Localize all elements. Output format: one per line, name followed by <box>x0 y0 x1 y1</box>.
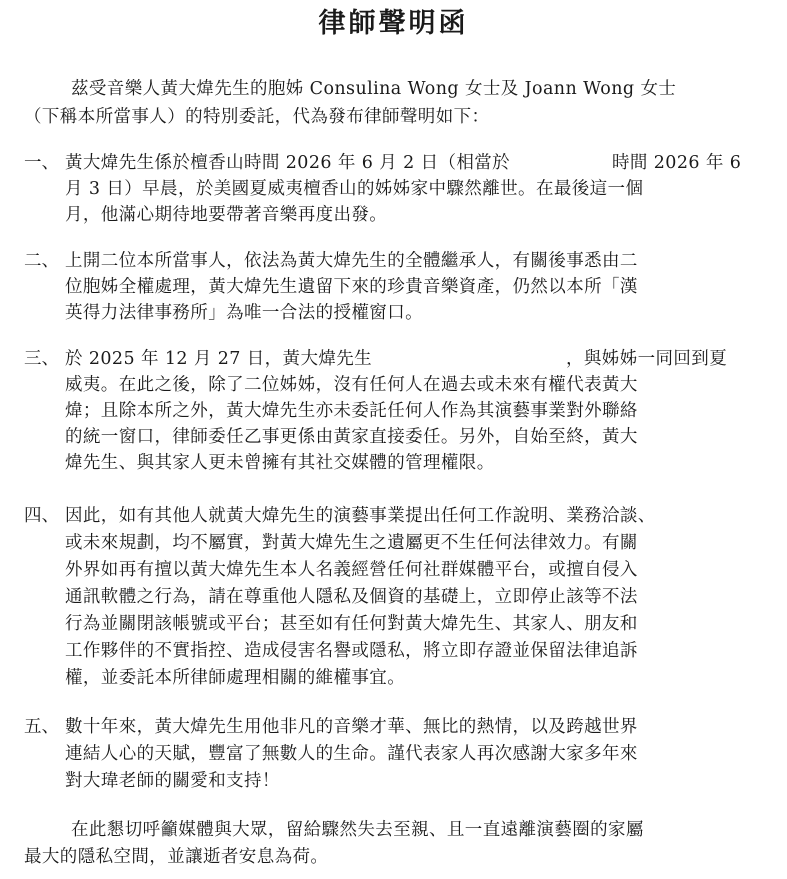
section-3-line-4: 的統一窗口，律師委任乙事更係由黃家直接委任。另外，自始至終，黃大 <box>65 427 638 447</box>
section-4-line-2: 或未來規劃，均不屬實，對黃大煒先生之遺屬更不生任何法律效力。有關 <box>65 533 638 553</box>
section-4-line-4: 通訊軟體之行為，請在尊重他人隱私及個資的基礎上，立即停止該等不法 <box>65 587 638 607</box>
section-3-number: 三、 <box>24 349 59 369</box>
section-3-line-1b: ，與姊姊一同回到夏 <box>566 349 728 369</box>
section-2-line-1: 上開二位本所當事人，依法為黃大煒先生的全體繼承人，有關後事悉由二 <box>65 251 638 271</box>
section-1-line-2: 月 3 日）早晨，於美國夏威夷檀香山的姊姊家中驟然離世。在最後這一個 <box>65 179 644 199</box>
section-4-line-6: 工作夥伴的不實指控、造成侵害名譽或隱私，將立即存證並保留法律追訴 <box>65 641 638 661</box>
section-3-line-2: 威夷。在此之後，除了二位姊姊，沒有任何人在過去或未來有權代表黃大 <box>65 375 638 395</box>
section-4-line-1: 因此，如有其他人就黃大煒先生的演藝事業提出任何工作說明、業務洽談、 <box>65 506 656 526</box>
section-5-line-1: 數十年來，黃大煒先生用他非凡的音樂才華、無比的熱情，以及跨越世界 <box>65 717 638 737</box>
section-3-line-5: 煒先生、與其家人更未曾擁有其社交媒體的管理權限。 <box>65 453 495 473</box>
section-4-line-3: 外界如再有擅以黃大煒先生本人名義經營任何社群媒體平台，或擅自侵入 <box>65 560 638 580</box>
section-2-line-3: 英得力法律事務所」為唯一合法的授權窗口。 <box>65 303 423 323</box>
section-1-line-1a: 黃大煒先生係於檀香山時間 2026 年 6 月 2 日（相當於 <box>65 153 511 173</box>
closing-line-1: 在此懇切呼籲媒體與大眾，留給驟然失去至親、且一直遠離演藝圈的家屬 <box>71 820 644 840</box>
section-1-line-3: 月，他滿心期待地要帶著音樂再度出發。 <box>65 205 388 225</box>
section-5-line-2: 連結人心的天賦，豐富了無數人的生命。謹代表家人再次感謝大家多年來 <box>65 744 638 764</box>
section-2-line-2: 位胞姊全權處理，黃大煒先生遺留下來的珍貴音樂資產，仍然以本所「漢 <box>65 277 638 297</box>
intro-line-1: 茲受音樂人黃大煒先生的胞姊 Consulina Wong 女士及 Joann Wong 女士 <box>71 79 677 99</box>
section-1-line-1b: 時間 2026 年 6 <box>612 153 742 173</box>
section-3-line-3: 煒；且除本所之外，黃大煒先生亦未委託任何人作為其演藝事業對外聯絡 <box>65 401 638 421</box>
section-1-number: 一、 <box>24 153 59 173</box>
intro-line-2: （下稱本所當事人）的特別委託，代為發布律師聲明如下： <box>24 107 490 127</box>
section-4-line-7: 權，並委託本所律師處理相關的維權事宜。 <box>65 668 406 688</box>
document-title: 律師聲明函 <box>318 8 469 39</box>
closing-line-2: 最大的隱私空間，並讓逝者安息為荷。 <box>24 847 329 867</box>
section-4-number: 四、 <box>24 506 59 526</box>
section-5-line-3: 對大瑋老師的關愛和支持！ <box>65 771 280 791</box>
section-4-line-5: 行為並關閉該帳號或平台；甚至如有任何對黃大煒先生、其家人、朋友和 <box>65 614 638 634</box>
section-3-line-1a: 於 2025 年 12 月 27 日，黃大煒先生 <box>65 349 373 369</box>
section-5-number: 五、 <box>24 717 59 737</box>
section-2-number: 二、 <box>24 251 59 271</box>
